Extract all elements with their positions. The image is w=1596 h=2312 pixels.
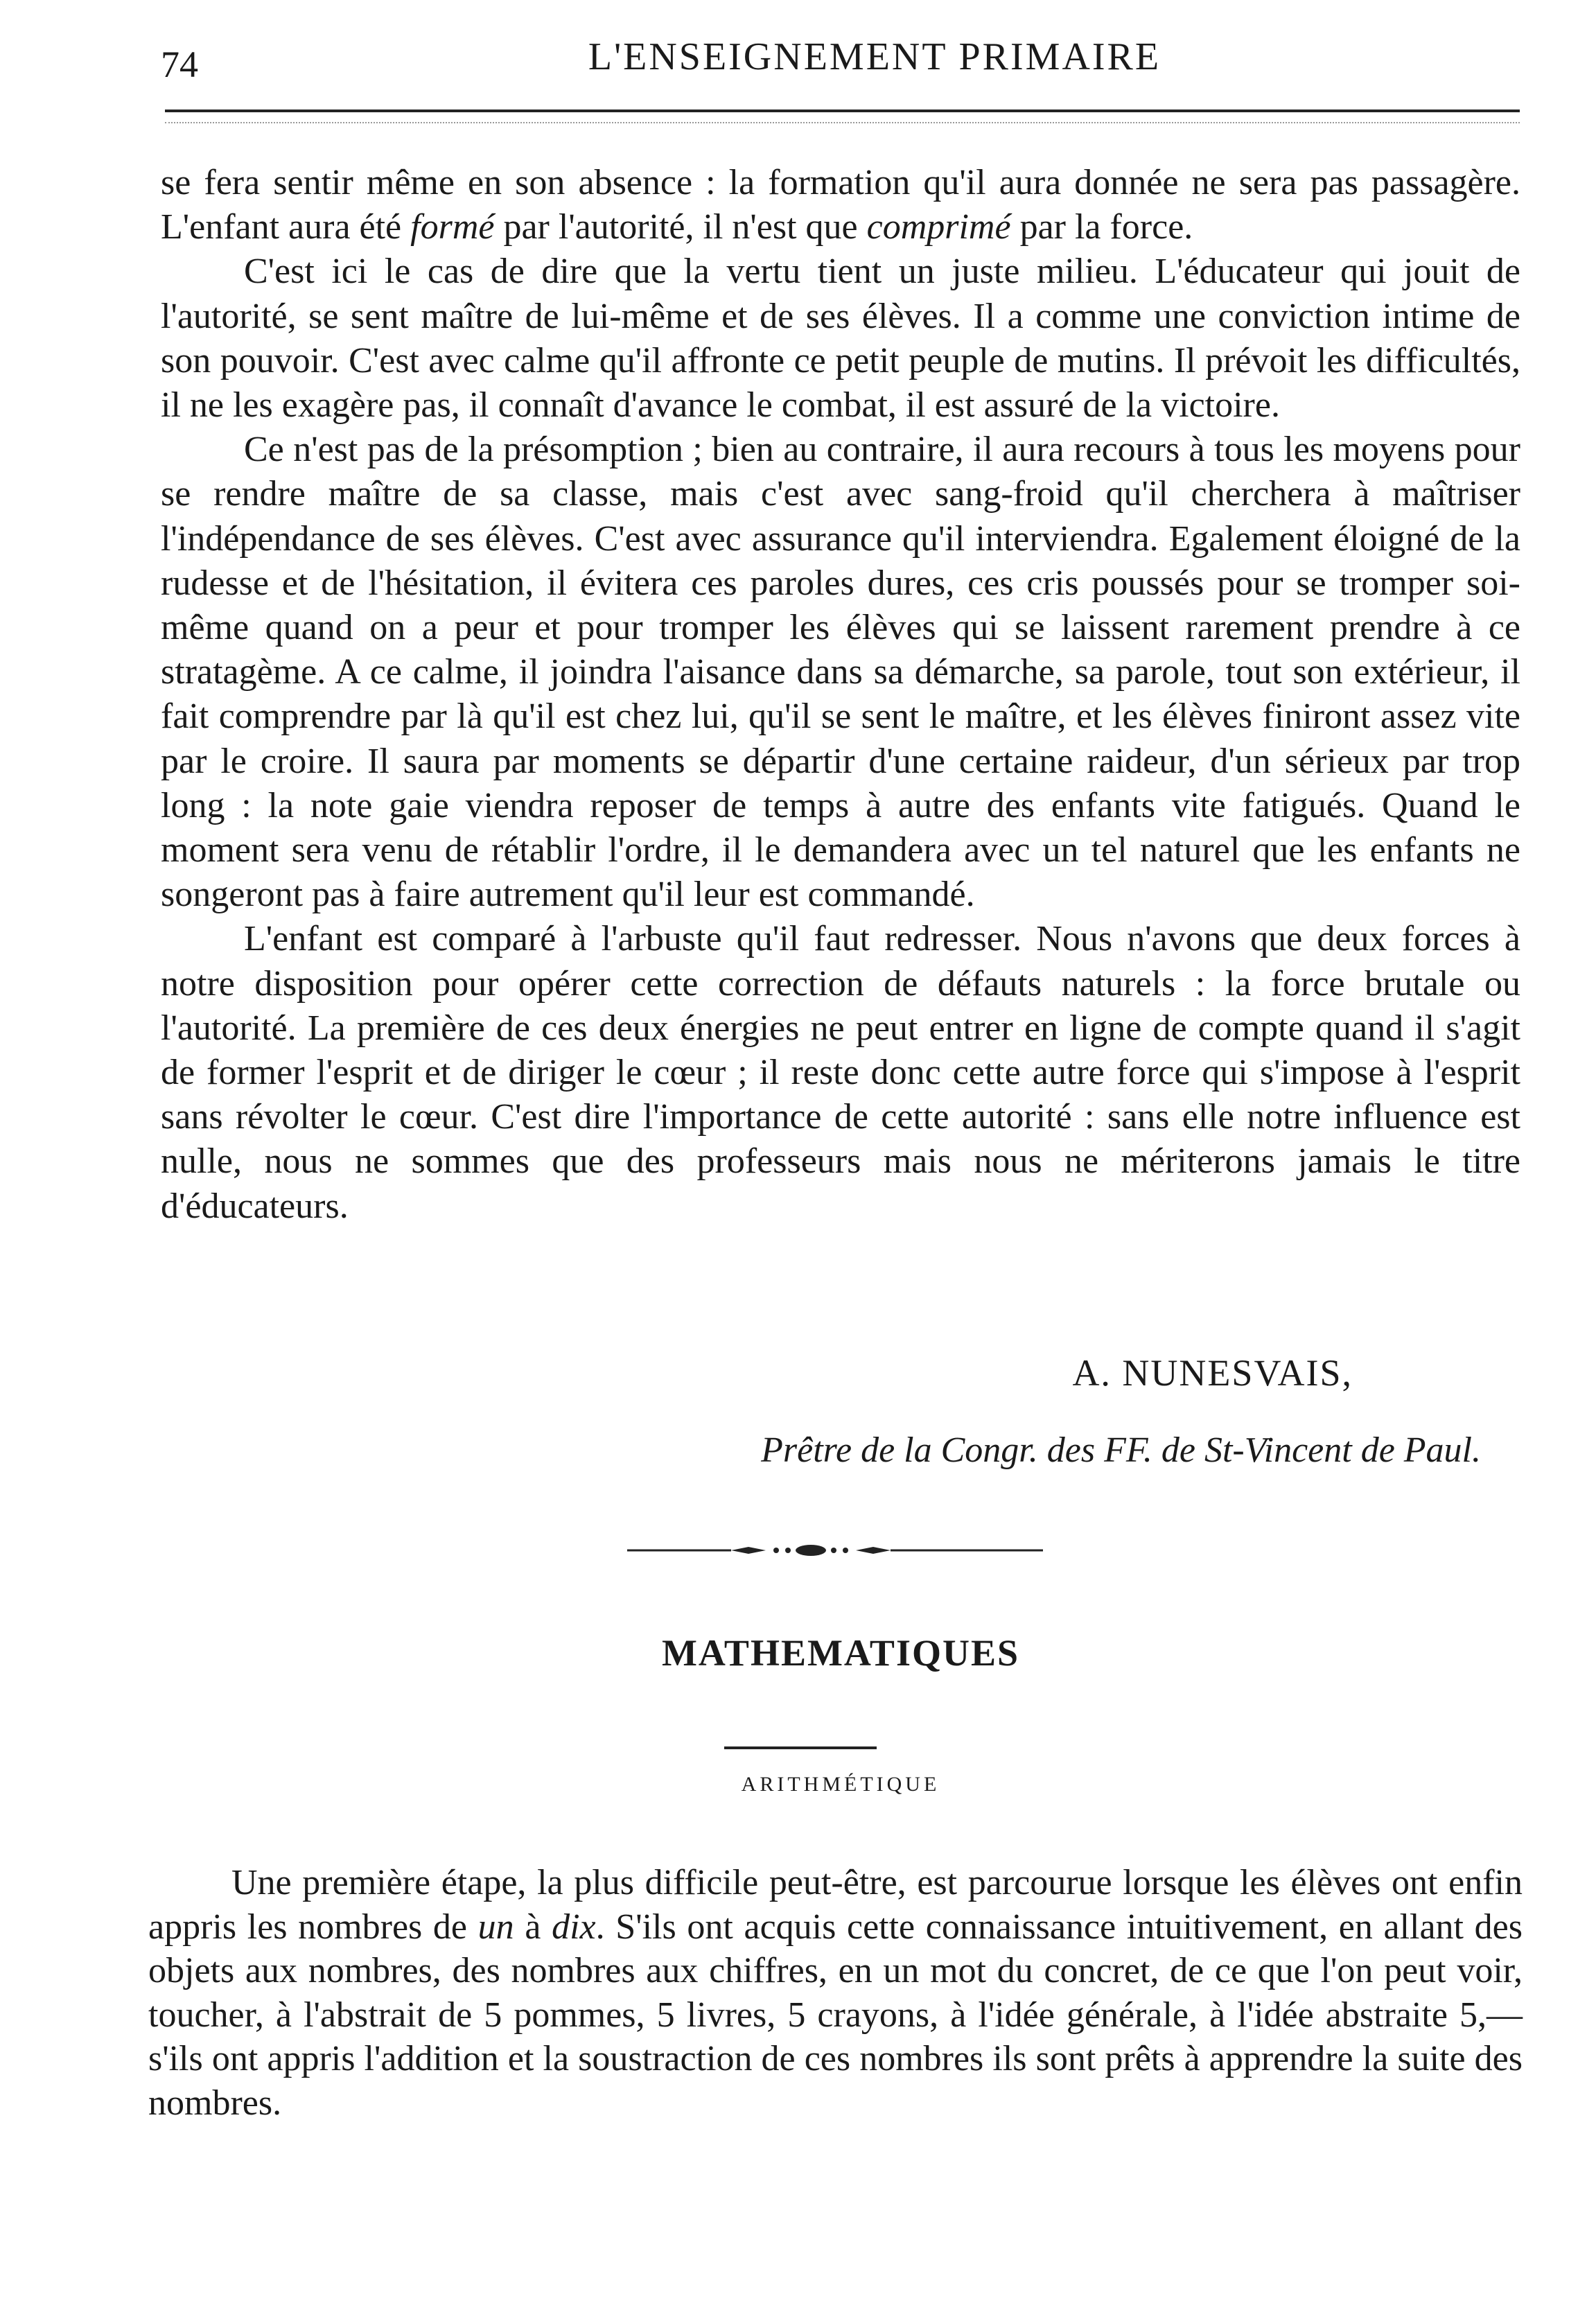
section-title: MATHEMATIQUES [661,1632,1020,1674]
italic-text-run: dix [552,1907,596,1947]
article-paragraph-2 [161,249,1520,428]
italic-text-run: comprimé [866,207,1011,247]
author-signature: A. NUNESVAIS, [1072,1352,1353,1394]
text-run: par la force. [1010,207,1193,247]
header-rule-secondary [165,122,1520,123]
text-run: se fera sentir même en son absence : la formation qu'il aura donnée ne sera pas passagère. L'enfant aura été [161,163,1520,247]
subsection-title: ARITHMÉTIQUE [741,1773,940,1796]
article-paragraph-1 [161,161,1520,249]
text-run: Une première étape, la plus difficile peut-être, est parcourue lorsque les élèves ont enfin appris les nombres de [148,1863,1523,1947]
text-run: . S'ils ont acquis cette connaissance intuitivement, en allant des objets aux nombres, des nombres aux chiffres, en un mot du concret, de ce que l'on peut voir, toucher, à l'abstrait de 5 pommes, 5 livres, 5 crayons, à l'idée générale, à l'idée abstraite 5,—s'ils ont appris l'addition et la soustraction de ces nombres ils sont prêts à apprendre la suite des nombres. [148,1907,1523,2123]
running-head [161,35,1519,90]
text-run: par l'autorité, il n'est que [494,207,867,247]
italic-text-run: un [477,1907,514,1947]
text-run: L'enfant est comparé à l'arbuste qu'il faut redresser. Nous n'avons que deux forces à notre disposition pour opérer cette correction de défauts naturels : la force brutale ou l'autorité. La première de ces deux énergies ne peut entrer en ligne de compte quand il s'agit de former l'esprit et de diriger le cœur ; il reste donc cette autre force qui s'impose à l'esprit sans révolter le cœur. C'est dire l'importance de cette autorité : sans elle notre influence est nulle, nous ne sommes que des professeurs mais nous ne mériterons jamais le titre d'éducateurs. [161,919,1520,1226]
text-run: Ce n'est pas de la présomption ; bien au contraire, il aura recours à tous les moyens pour se rendre maître de sa classe, mais c'est avec sang-froid qu'il cherchera à maîtriser l'indépendance de ses élèves. C'est avec assurance qu'il interviendra. Egalement éloigné de la rudesse et de l'hésitation, il évitera ces paroles dures, ces cris poussés pour se tromper soi-même quand on a peur et pour tromper les élèves qui se laissent rarement prendre à ce stratagème. A ce calme, il joindra l'aisance dans sa démarche, sa parole, tout son extérieur, il fait comprendre par là qu'il est chez lui, qu'il se sent le maître, et les élèves finiront assez vite par le croire. Il saura par moments se départir d'une certaine raideur, d'un sérieux par trop long : la note gaie viendra reposer de temps à autre des enfants vite fatigués. Quand le moment sera venu de rétablir l'ordre, il le demandera avec un tel naturel que les enfants ne songeront pas à faire autrement qu'il leur est commandé. [161,430,1520,915]
section-paragraph-1 [148,1861,1523,2125]
journal-title: L'ENSEIGNEMENT PRIMAIRE [588,35,1161,78]
article-paragraph-4 [161,917,1520,1228]
article-body [161,161,1520,1229]
article-paragraph-3 [161,428,1520,917]
text-run: à [514,1907,552,1947]
section-divider-ornament [627,1540,1043,1561]
section-body [148,1861,1523,2125]
header-rule [165,110,1520,112]
page-number: 74 [161,44,198,85]
italic-text-run: formé [410,207,495,247]
author-affiliation: Prêtre de la Congr. des FF. de St-Vincent de Paul. [761,1430,1481,1470]
section-title-rule [724,1746,877,1749]
text-run: C'est ici le cas de dire que la vertu tient un juste milieu. L'éducateur qui jouit de l'autorité, se sent maître de lui-même et de ses élèves. Il a comme une conviction intime de son pouvoir. C'est avec calme qu'il affronte ce petit peuple de mutins. Il prévoit les difficultés, il ne les exagère pas, il connaît d'avance le combat, il est assuré de la victoire. [161,252,1520,426]
